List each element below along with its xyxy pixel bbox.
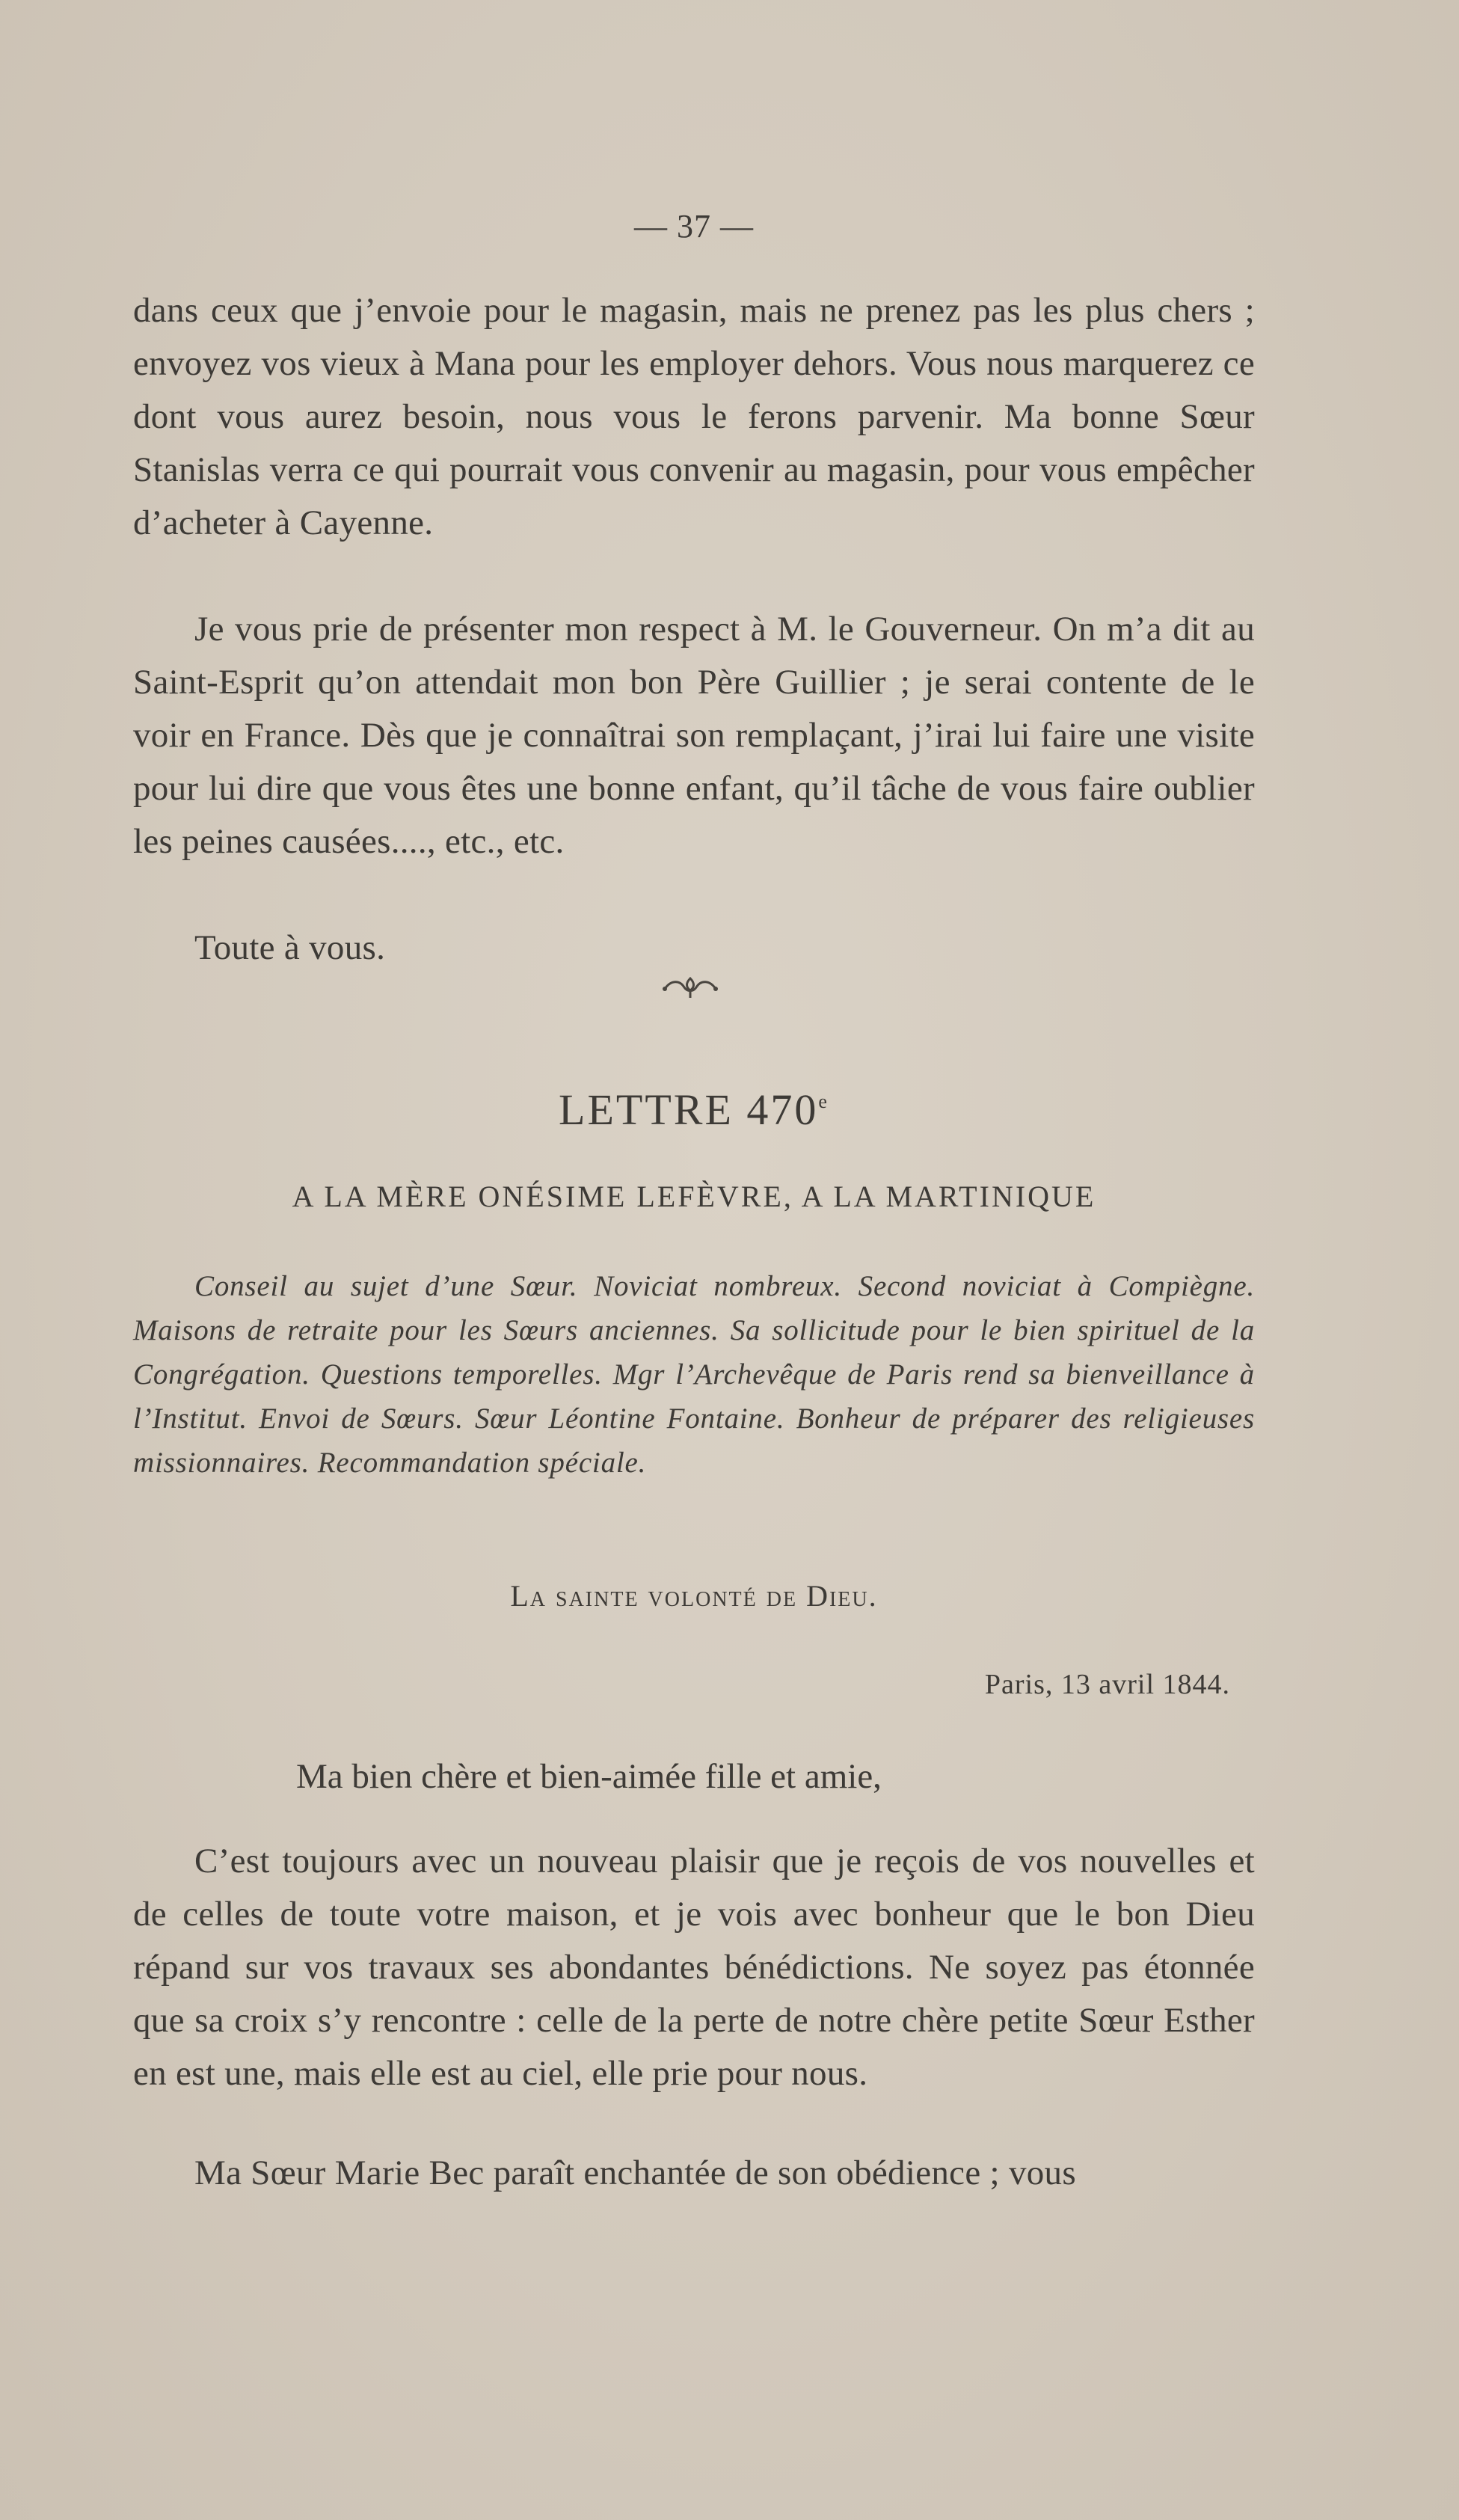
letter-summary-text: Conseil au sujet d’une Sœur. Noviciat nombreux. Second noviciat à Compiègne. Maisons de retraite pour les Sœurs anciennes. Sa sollicitude pour le bien spirituel de la Congrégation. Questions temporelles. Mgr l’Archevêque de Paris rend sa bienveillance à l’Institut. Envoi de Sœurs. Sœur Léontine Fontaine. Bonheur de préparer des religieuses missionnaires. Recommandation spéciale. [133, 1270, 1255, 1479]
continuation-paragraph-2-text: Je vous prie de présenter mon respect à M. le Gouverneur. On m’a dit au Saint-Esprit qu’on attendait mon bon Père Guillier ; je serai contente de le voir en France. Dès que je connaîtrai son remplaçant, j’irai lui faire une visite pour lui dire que vous êtes une bonne enfant, qu’il tâche de vous faire oublier les peines causées...., etc., etc. [133, 610, 1255, 861]
letter-dateline: Paris, 13 avril 1844. [984, 1669, 1230, 1700]
letter-salutation: Ma bien chère et bien-aimée fille et amie, [296, 1757, 882, 1796]
fleuron-ornament-icon [660, 972, 720, 1002]
letter-body-paragraph-1-text: C’est toujours avec un nouveau plaisir que je reçois de vos nouvelles et de celles de toute votre maison, et je vois avec bonheur que le bon Dieu répand sur vos travaux ses abondantes bénédictions. Ne soyez pas étonnée que sa croix s’y rencontre : celle de la perte de notre chère petite Sœur Esther en est une, mais elle est au ciel, elle prie pour nous. [133, 1842, 1255, 2093]
continuation-paragraph-2 [133, 603, 1255, 868]
letter-title-text: LETTRE 470 [559, 1085, 819, 1134]
letter-body-paragraph-2: Ma Sœur Marie Bec paraît enchantée de son obédience ; vous [194, 2153, 1076, 2192]
letter-recipient: A LA MÈRE ONÉSIME LEFÈVRE, A LA MARTINIQUE [292, 1180, 1096, 1213]
letter-body-paragraph-1 [133, 1835, 1255, 2100]
page-number: — 37 — [634, 208, 754, 245]
continuation-paragraph-1: dans ceux que j’envoie pour le magasin, mais ne prenez pas les plus chers ; envoyez vos vieux à Mana pour les employer dehors. Vous nous marquerez ce dont vous aurez besoin, nous vous le ferons parvenir. Ma bonne Sœur Stanislas verra ce qui pourrait vous convenir au magasin, pour vous empêcher d’acheter à Cayenne. [133, 291, 1255, 542]
letter-title-suffix: e [818, 1091, 829, 1112]
closing-line [133, 922, 1255, 975]
letter-motto: La sainte volonté de Dieu. [510, 1579, 878, 1613]
letter-summary [133, 1264, 1255, 1485]
closing-text: Toute à vous. [194, 928, 386, 967]
letter-title [133, 1085, 1255, 1135]
